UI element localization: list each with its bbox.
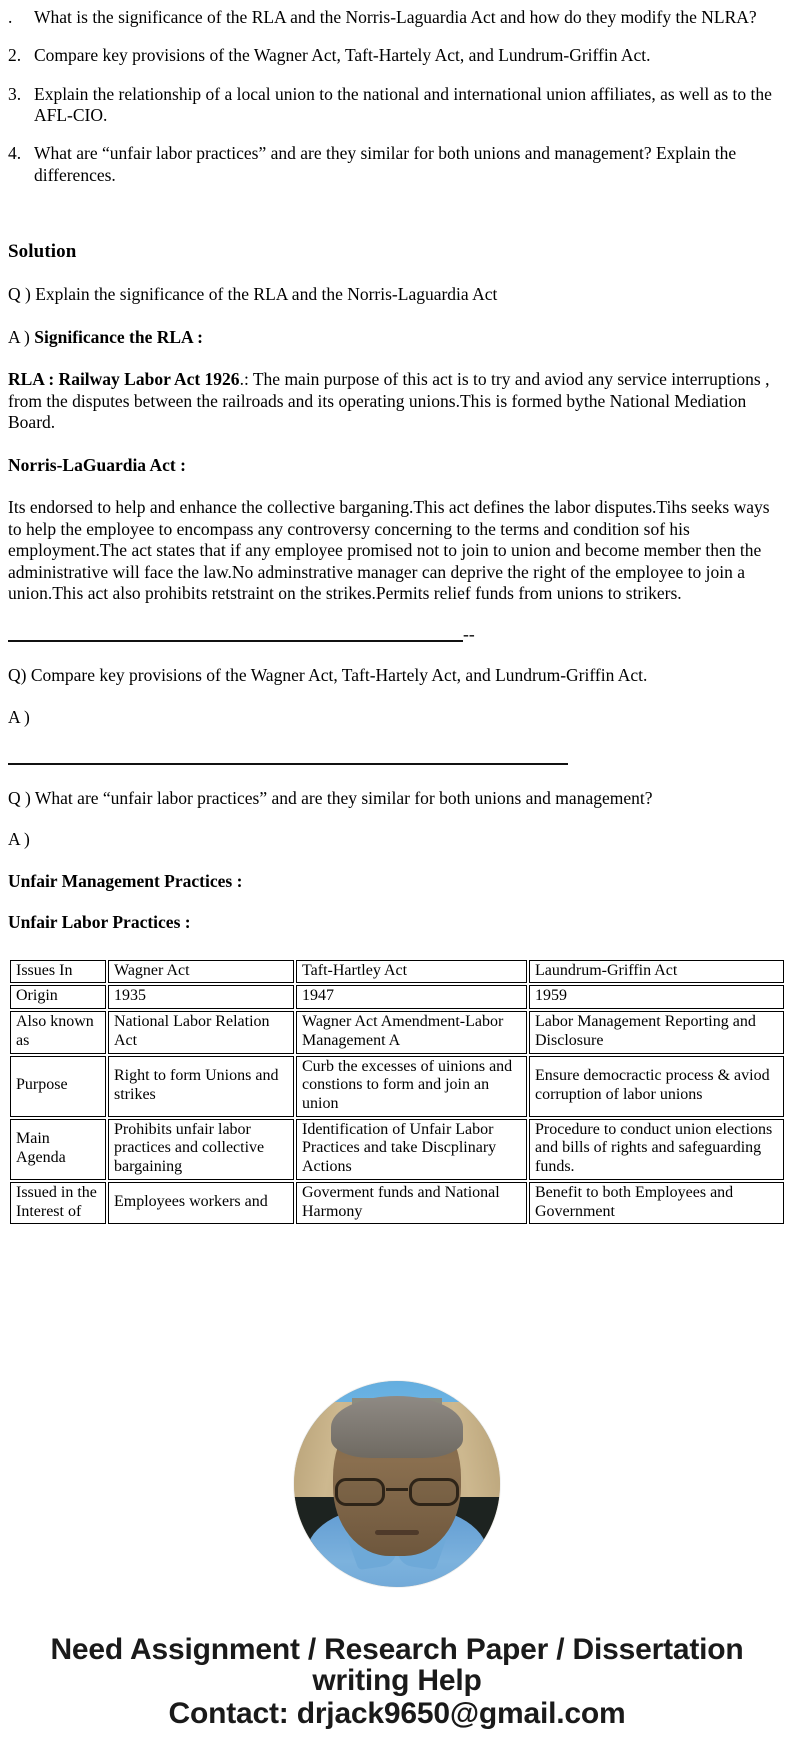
- glasses-lens-right: [409, 1478, 459, 1506]
- divider-tail: --: [463, 624, 475, 645]
- norris-laguardia-heading: Norris-LaGuardia Act :: [8, 454, 186, 475]
- table-cell: Prohibits unfair labor practices and collective bargaining: [108, 1119, 294, 1180]
- list-item-marker: 2.: [8, 45, 22, 66]
- list-item-text: What are “unfair labor practices” and are they similar for both unions and management? Explain the differences.: [34, 143, 737, 185]
- list-item-text: Compare key provisions of the Wagner Act, Taft-Hartely Act, and Lundrum-Griffin Act.: [34, 45, 651, 66]
- table-cell: Employees workers and: [108, 1182, 294, 1224]
- question-1-restated: Q ) Explain the significance of the RLA and the Norris-Laguardia Act: [8, 284, 498, 305]
- table-cell: Identification of Unfair Labor Practices and take Discplinary Actions: [296, 1119, 527, 1180]
- column-header: Wagner Act: [108, 960, 294, 984]
- promo-headline-part1: Need Assignment / Research Paper / Dissertation: [50, 1633, 744, 1667]
- row-label: Purpose: [10, 1056, 106, 1117]
- list-item: [0, 7, 794, 28]
- divider-line: [8, 763, 568, 765]
- table-cell: Curb the excesses of uinions and constions to form and join an union: [296, 1056, 527, 1117]
- list-item-text: Explain the relationship of a local union to the national and international union affiliates, as well as to the AFL-CIO.: [34, 83, 772, 126]
- list-item-text: What is the significance of the RLA and the Norris-Laguardia Act and how do they modify the NLRA?: [34, 7, 757, 27]
- table-cell: Labor Management Reporting and Disclosure: [529, 1011, 784, 1053]
- promo-headline: [17, 1635, 777, 1697]
- table-cell: Benefit to both Employees and Government: [529, 1182, 784, 1224]
- table-row: [10, 1056, 784, 1117]
- avatar: [294, 1381, 500, 1587]
- promo-footer: [17, 1635, 777, 1730]
- section-divider-1: [8, 625, 794, 646]
- column-header: Laundrum-Griffin Act: [529, 960, 784, 984]
- table-cell: 1959: [529, 985, 784, 1009]
- table-cell: Wagner Act Amendment-Labor Management A: [296, 1011, 527, 1053]
- table-cell: Ensure democractic process & aviod corruption of labor unions: [529, 1056, 784, 1117]
- rla-definition: .: The main purpose of this act is to try and aviod any service interruptions , from the disputes between the railroads and its operating unions.This is formed bythe National Mediation Board.: [8, 369, 770, 433]
- table-cell: Goverment funds and National Harmony: [296, 1182, 527, 1224]
- answer-3: A ): [8, 829, 30, 850]
- table-cell: Right to form Unions and strikes: [108, 1056, 294, 1117]
- list-item-marker: 4.: [8, 143, 22, 164]
- row-label: Origin: [10, 985, 106, 1009]
- glasses-bridge: [386, 1488, 408, 1491]
- answer-1-heading: [8, 327, 780, 349]
- table-header-row: [10, 960, 784, 984]
- acts-comparison-table: [8, 958, 786, 1227]
- list-item: [0, 84, 794, 127]
- question-2-restated: Q) Compare key provisions of the Wagner Act, Taft-Hartely Act, and Lundrum-Griffin Act.: [8, 665, 648, 686]
- table-cell: 1947: [296, 985, 527, 1009]
- glasses-icon: [335, 1478, 459, 1508]
- photo-hair: [331, 1396, 463, 1458]
- row-label: Main Agenda: [10, 1119, 106, 1180]
- document-page: [0, 7, 794, 1760]
- table-cell: Procedure to conduct union elections and bills of rights and safeguarding funds.: [529, 1119, 784, 1180]
- row-label: Issued in the Interest of: [10, 1182, 106, 1224]
- rla-term: RLA : Railway Labor Act 1926: [8, 369, 240, 390]
- row-label: Also known as: [10, 1011, 106, 1053]
- list-item: [0, 143, 794, 186]
- column-header: Taft-Hartley Act: [296, 960, 527, 984]
- list-item-marker: 3.: [8, 83, 22, 104]
- answer-label: A ): [8, 326, 35, 347]
- table-cell: 1935: [108, 985, 294, 1009]
- rla-paragraph: [8, 369, 780, 434]
- divider-line: [8, 640, 463, 642]
- section-divider-2: [8, 748, 794, 767]
- unfair-labor-practices-heading: Unfair Labor Practices :: [8, 912, 191, 933]
- norris-laguardia-paragraph: Its endorsed to help and enhance the collective barganing.This act defines the labor disputes.Tihs seeks ways to help the employee to encompass any controversy concerning to the terms and condition sof his employment.The act states that if any employee promised not to join to union and become member then the administrative will face the law.No adminstrative manager can deprive the right of the employee to join a union.This act also prohibits retstraint on the strikes.Permits relief funds from unions to strikers.: [8, 497, 770, 604]
- avatar-container: [0, 1381, 794, 1587]
- glasses-lens-left: [335, 1478, 385, 1506]
- promo-headline-part2: writing Help: [312, 1664, 482, 1698]
- table-row: [10, 1011, 784, 1053]
- list-item: [0, 45, 794, 66]
- answer-1-title: Significance the RLA :: [34, 326, 203, 347]
- photo-mouth: [375, 1530, 419, 1535]
- table-row: [10, 985, 784, 1009]
- answer-2: A ): [8, 706, 30, 727]
- solution-heading: Solution: [8, 241, 77, 263]
- promo-contact: Contact: drjack9650@gmail.com: [168, 1697, 626, 1731]
- bottom-spacer: [0, 1730, 794, 1760]
- column-header: Issues In: [10, 960, 106, 984]
- table-row: [10, 1182, 784, 1224]
- list-item-marker: .: [8, 7, 13, 27]
- unfair-management-practices-heading: Unfair Management Practices :: [8, 870, 243, 891]
- question-3-restated: Q ) What are “unfair labor practices” and are they similar for both unions and management?: [8, 787, 653, 808]
- table-cell: National Labor Relation Act: [108, 1011, 294, 1053]
- question-list: [0, 7, 794, 186]
- table-row: [10, 1119, 784, 1180]
